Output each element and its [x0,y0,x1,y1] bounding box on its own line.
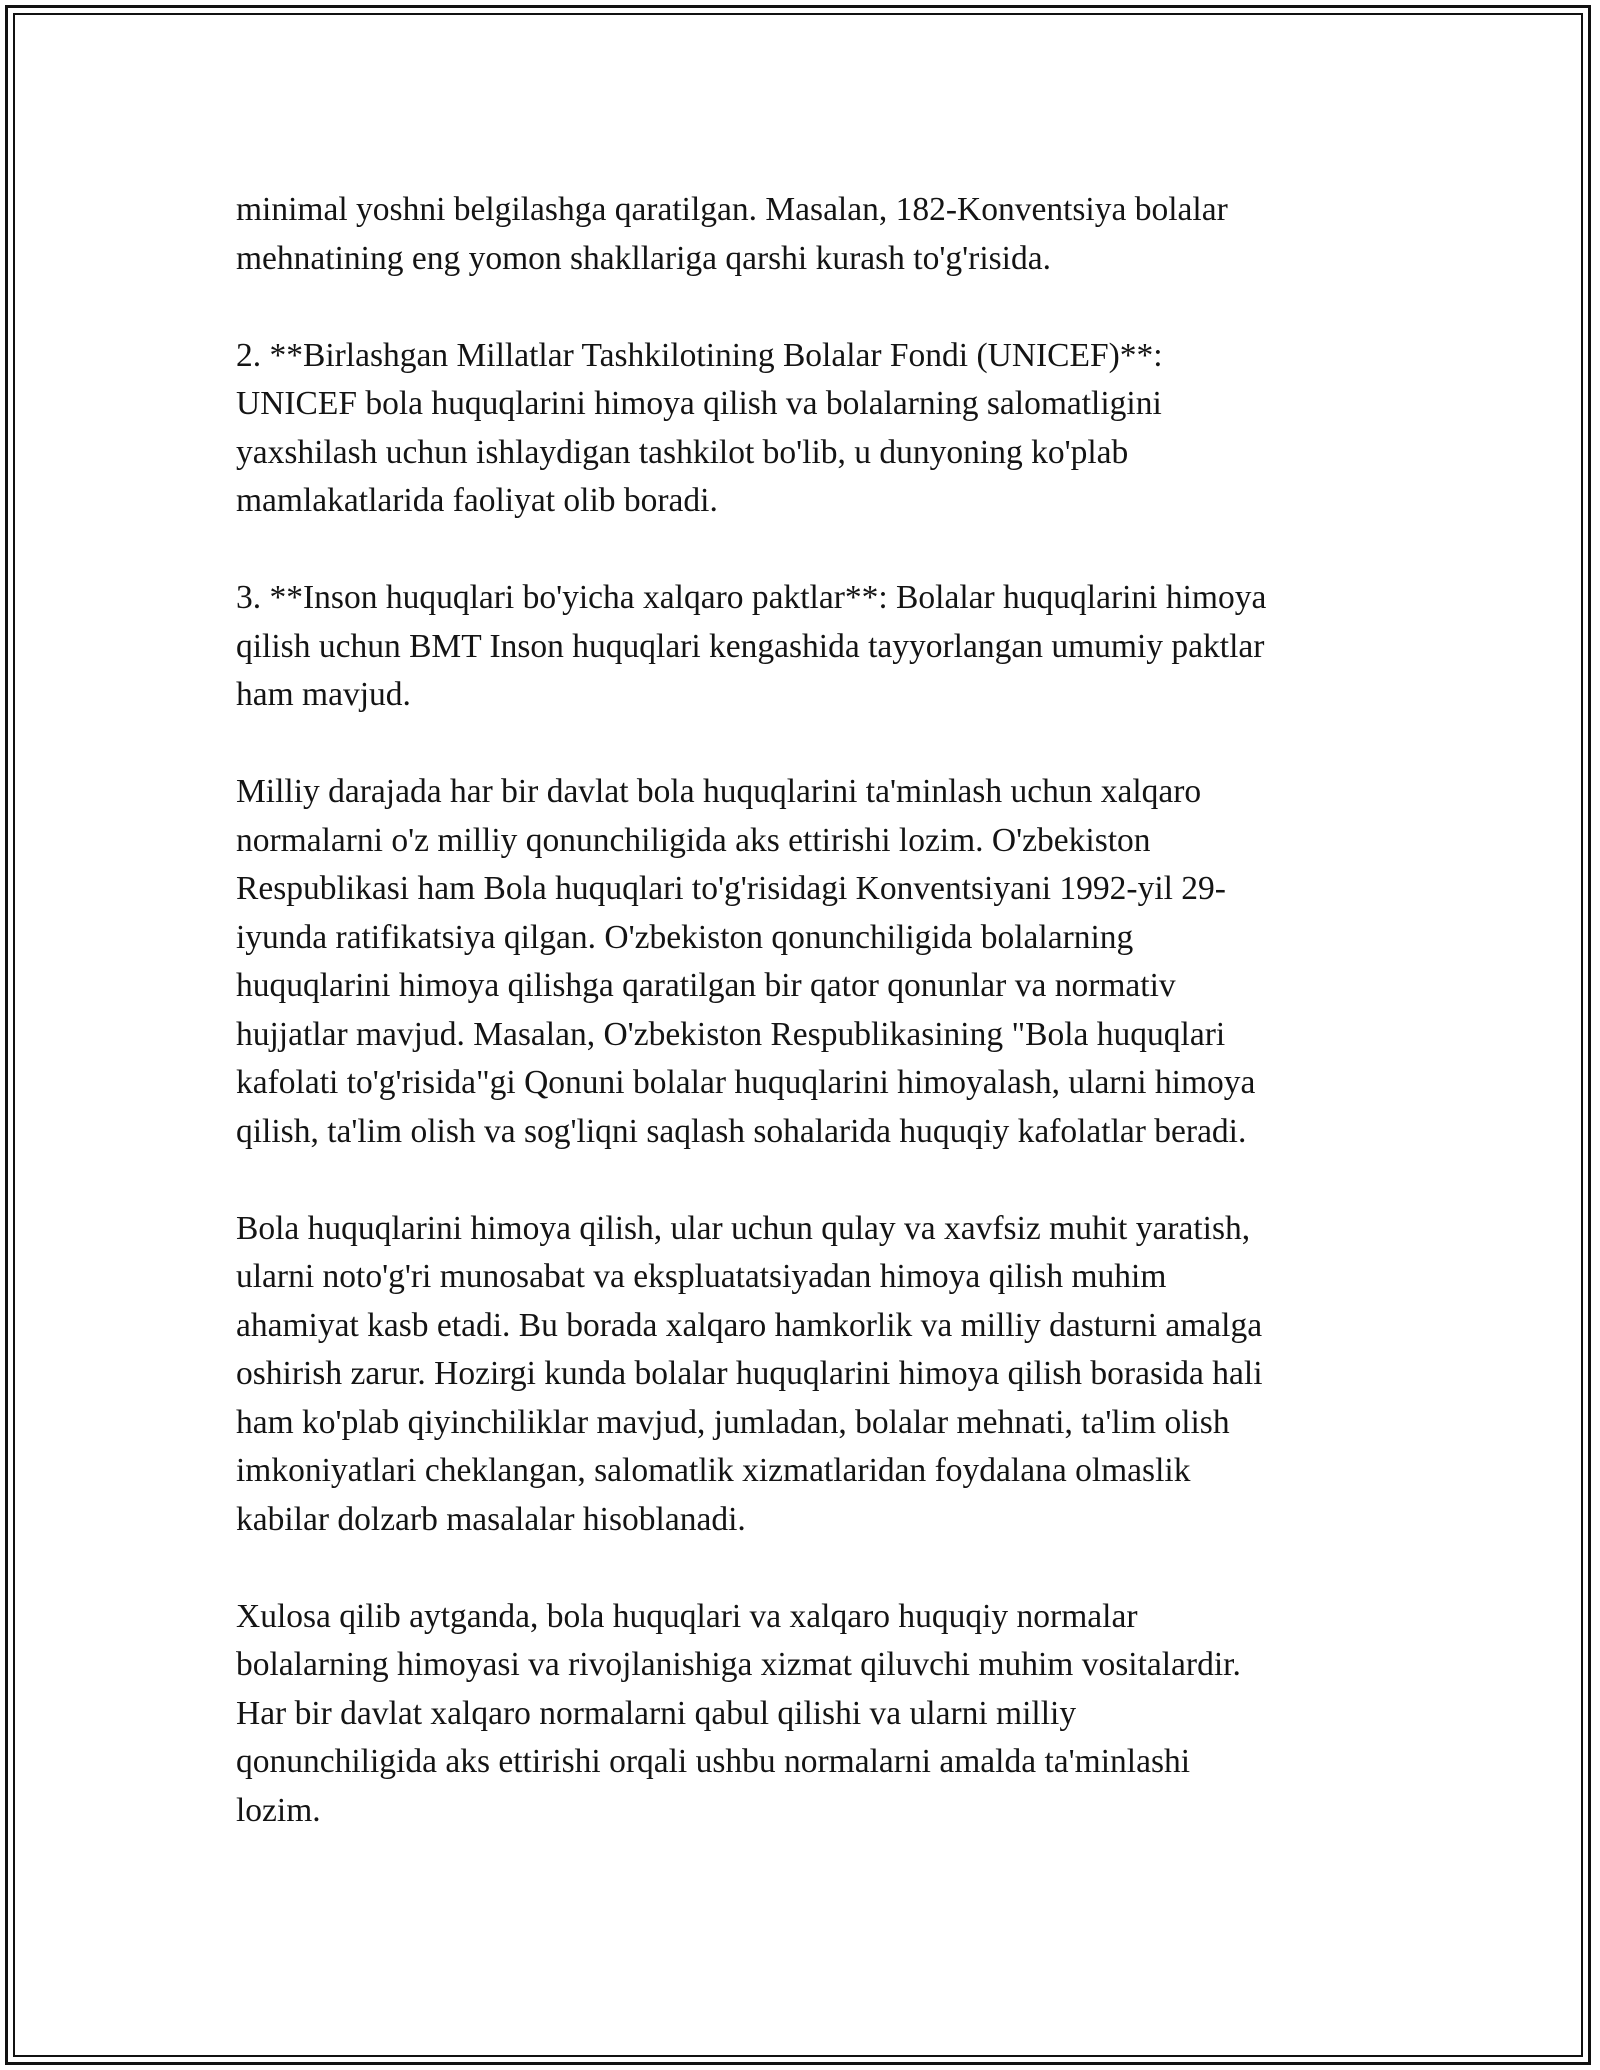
document-body [236,186,1376,1835]
text-line: ham ko'plab qiyinchiliklar mavjud, jumladan, bolalar mehnati, ta'lim olish [236,1403,1230,1441]
text-line: Bola huquqlarini himoya qilish, ular uchun qulay va xavfsiz muhit yaratish, [236,1209,1251,1247]
text-line: bolalarning himoyasi va rivojlanishiga xizmat qiluvchi muhim vositalardir. [236,1646,1241,1683]
text-line: 3. **Inson huquqlari bo'yicha xalqaro paktlar**: Bolalar huquqlarini himoya [236,579,1267,616]
text-line: hujjatlar mavjud. Masalan, O'zbekiston Respublikasining "Bola huquqlari [236,1015,1226,1053]
text-line: Milliy darajada har bir davlat bola huquqlarini ta'minlash uchun xalqaro [236,773,1202,810]
text-line: mehnatining eng yomon shakllariga qarshi kurash to'g'risida. [236,239,1051,277]
paragraph [236,768,1376,1156]
text-line: iyunda ratifikatsiya qilgan. O'zbekiston qonunchiligida bolalarning [236,918,1134,956]
text-line: yaxshilash uchun ishlaydigan tashkilot bo'lib, u dunyoning ko'plab [236,433,1129,471]
text-line: qilish, ta'lim olish va sog'liqni saqlash sohalarida huquqiy kafolatlar beradi. [236,1112,1247,1150]
text-line: 2. **Birlashgan Millatlar Tashkilotining Bolalar Fondi (UNICEF)**: [236,336,1163,374]
paragraph [236,574,1376,720]
text-line: qonunchiligida aks ettirishi orqali ushbu normalarni amalda ta'minlashi [236,1743,1191,1780]
text-line: Har bir davlat xalqaro normalarni qabul qilishi va ularni milliy [236,1694,1077,1732]
text-line: UNICEF bola huquqlarini himoya qilish va bolalarning salomatligini [236,385,1162,422]
text-line: mamlakatlarida faoliyat olib boradi. [236,482,718,519]
text-line: Xulosa qilib aytganda, bola huquqlari va xalqaro huquqiy normalar [236,1597,1138,1635]
paragraph [236,1593,1376,1836]
text-line: oshirish zarur. Hozirgi kunda bolalar huquqlarini himoya qilish borasida hali [236,1355,1263,1392]
text-line: kafolati to'g'risida"gi Qonuni bolalar huquqlarini himoyalash, ularni himoya [236,1064,1256,1101]
text-line: Respublikasi ham Bola huquqlari to'g'risidagi Konventsiyani 1992-yil 29- [236,870,1226,907]
paragraph [236,186,1376,283]
text-line: imkoniyatlari cheklangan, salomatlik xizmatlaridan foydalana olmaslik [236,1452,1191,1489]
text-line: lozim. [236,1791,321,1829]
text-line: ularni noto'g'ri munosabat va ekspluatatsiyadan himoya qilish muhim [236,1258,1167,1295]
paragraph [236,332,1376,526]
text-line: minimal yoshni belgilashga qaratilgan. Masalan, 182-Konventsiya bolalar [236,191,1228,228]
text-line: kabilar dolzarb masalalar hisoblanadi. [236,1500,746,1538]
text-line: ham mavjud. [236,676,411,713]
paragraph [236,1205,1376,1545]
text-line: qilish uchun BMT Inson huquqlari kengashida tayyorlangan umumiy paktlar [236,627,1265,665]
text-line: normalarni o'z milliy qonunchiligida aks ettirishi lozim. O'zbekiston [236,821,1151,859]
text-line: huquqlarini himoya qilishga qaratilgan bir qator qonunlar va normativ [236,967,1176,1004]
text-line: ahamiyat kasb etadi. Bu borada xalqaro hamkorlik va milliy dasturni amalga [236,1306,1263,1344]
